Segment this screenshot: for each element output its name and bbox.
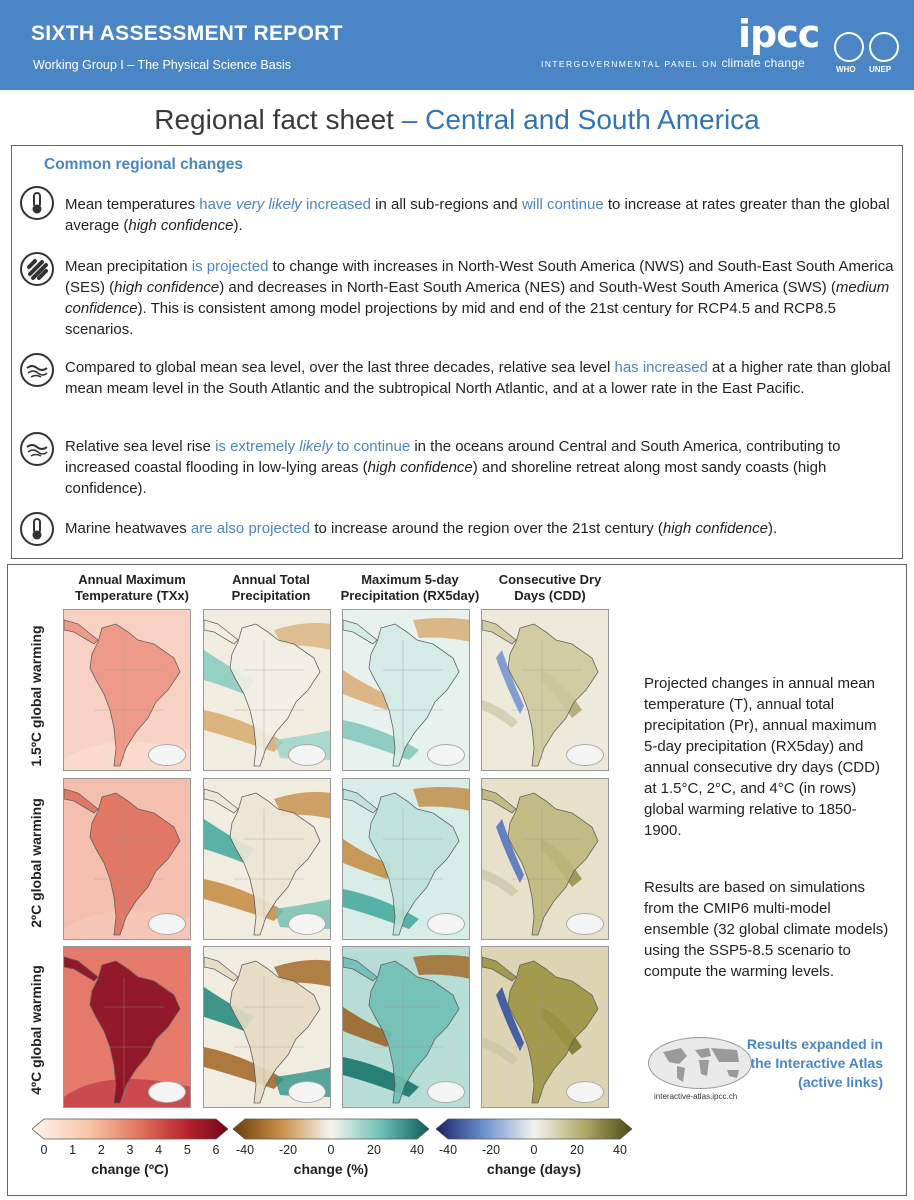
unep-label: UNEP xyxy=(869,65,892,74)
report-title: SIXTH ASSESSMENT REPORT xyxy=(31,22,343,45)
change-item: Relative sea level rise is extremely likely to continue in the oceans around Central and South America, contributing to increased coastal flooding in low-lying areas (high confidence) and shoreline retreat along most sandy coasts (high confidence). xyxy=(65,438,841,497)
temperature-colorbar-label: change (ºC) xyxy=(91,1161,169,1177)
colorbar-tick-label: 20 xyxy=(570,1143,584,1157)
colorbar-tick-label: 1 xyxy=(69,1143,77,1157)
thermometer-icon xyxy=(20,512,54,546)
map-panel xyxy=(342,778,470,940)
who-label: WHO xyxy=(836,65,856,74)
world-inset-icon xyxy=(566,1081,604,1103)
colorbar-tick-label: -20 xyxy=(481,1143,501,1157)
map-panel xyxy=(342,946,470,1108)
map-panel xyxy=(203,946,331,1108)
map-panel xyxy=(342,609,470,771)
ipcc-logo[interactable]: ipcc xyxy=(738,12,820,56)
ipcc-logo-subtitle: INTERGOVERNMENTAL PANEL ON climate change xyxy=(541,56,805,70)
days-colorbar-label: change (days) xyxy=(486,1161,582,1177)
colorbar-tick-label: 5 xyxy=(183,1143,191,1157)
world-inset-icon xyxy=(566,913,604,935)
map-panel xyxy=(203,778,331,940)
sea-level-icon xyxy=(20,353,54,387)
column-header-cdd: Consecutive Dry Days (CDD) xyxy=(498,572,602,603)
change-item: Mean temperatures have very likely increased in all sub-regions and will continue to increase at rates greater than the global average (high confidence). xyxy=(65,196,890,234)
colorbar-tick-label: 3 xyxy=(126,1143,134,1157)
world-inset-icon xyxy=(566,744,604,766)
precipitation-icon xyxy=(20,252,54,286)
common-changes-box xyxy=(11,145,903,559)
colorbar-tick-label: 0 xyxy=(40,1143,48,1157)
map-panel xyxy=(63,609,191,771)
world-inset-icon xyxy=(148,1081,186,1103)
row-label-1-5c: 1.5ºC global warming xyxy=(28,625,44,767)
colorbar-tick-label: 0 xyxy=(530,1143,538,1157)
interactive-atlas-link[interactable]: Results expanded in the Interactive Atlas (active links) xyxy=(746,1036,883,1090)
column-header-precip: Annual Total Precipitation xyxy=(231,572,311,603)
map-panel xyxy=(63,778,191,940)
region-name: Central and South America xyxy=(425,104,760,135)
temperature-colorbar xyxy=(32,1117,228,1141)
colorbar-tick-label: 2 xyxy=(97,1143,105,1157)
change-item: Compared to global mean sea level, over the last three decades, relative sea level has increased at a higher rate than global mean meam level in the South Atlantic and the subtropical North Atlantic, and at a lower rate in the East Pacific. xyxy=(65,359,891,397)
world-inset-icon xyxy=(427,744,465,766)
map-panel xyxy=(63,946,191,1108)
world-inset-icon xyxy=(148,744,186,766)
section-heading: Common regional changes xyxy=(44,156,243,173)
colorbar-tick-label: 6 xyxy=(212,1143,220,1157)
colorbar-tick-label: 4 xyxy=(155,1143,163,1157)
world-inset-icon xyxy=(148,913,186,935)
map-panel xyxy=(203,609,331,771)
colorbar-tick-label: -20 xyxy=(278,1143,298,1157)
world-inset-icon xyxy=(288,1081,326,1103)
thermometer-icon xyxy=(20,186,54,220)
change-item: Mean precipitation is projected to change with increases in North-West South America (NWS) and South-East South America (SES) (high confidence) and decreases in North-East South America (NES) and South-West South America (SWS) (medium confidence). This is consistent among model projections by mid and end of the 21st century for RCP4.5 and RCP8.5 scenarios. xyxy=(65,258,894,338)
who-logo-icon xyxy=(834,32,864,62)
world-inset-icon xyxy=(427,913,465,935)
colorbar-tick-label: -40 xyxy=(438,1143,458,1157)
precipitation-colorbar-label: change (%) xyxy=(293,1161,369,1177)
world-map-icon[interactable] xyxy=(648,1037,752,1089)
colorbar-tick-label: -40 xyxy=(235,1143,255,1157)
colorbar-tick-label: 0 xyxy=(327,1143,335,1157)
unep-logo-icon xyxy=(869,32,899,62)
colorbar-tick-label: 40 xyxy=(613,1143,627,1157)
map-panel xyxy=(481,778,609,940)
column-header-rx5day: Maximum 5-day Precipitation (RX5day) xyxy=(340,572,480,603)
column-header-txx: Annual Maximum Temperature (TXx) xyxy=(75,572,189,603)
page-title: Regional fact sheet – Central and South America xyxy=(154,104,760,135)
atlas-url[interactable]: interactive-atlas.ipcc.ch xyxy=(654,1092,738,1101)
colorbar-tick-label: 20 xyxy=(367,1143,381,1157)
world-inset-icon xyxy=(427,1081,465,1103)
projected-changes-box xyxy=(7,564,907,1196)
sea-level-icon xyxy=(20,432,54,466)
figure-description: Projected changes in annual mean temperature (T), annual total precipitation (Pr), annual maximum 5-day precipitation (RX5day) and annual consecutive dry days (CDD) at 1.5°C, 2°C, and 4°C (in rows) global warming relative to 1850-1900. xyxy=(644,675,880,839)
map-panel xyxy=(481,946,609,1108)
change-item: Marine heatwaves are also projected to increase around the region over the 21st century (high confidence). xyxy=(65,520,778,537)
results-note: Results are based on simulations from the CMIP6 multi-model ensemble (32 global climate models) using the SSP5-8.5 scenario to compute the warming levels. xyxy=(644,879,889,980)
map-panel xyxy=(481,609,609,771)
world-inset-icon xyxy=(288,744,326,766)
colorbar-tick-label: 40 xyxy=(410,1143,424,1157)
days-colorbar xyxy=(436,1117,632,1141)
report-header xyxy=(0,0,914,90)
row-label-4c: 4ºC global warming xyxy=(28,965,44,1095)
world-inset-icon xyxy=(288,913,326,935)
working-group-label: Working Group I – The Physical Science Basis xyxy=(33,58,291,72)
row-label-2c: 2ºC global warming xyxy=(28,798,44,928)
precipitation-colorbar xyxy=(233,1117,429,1141)
